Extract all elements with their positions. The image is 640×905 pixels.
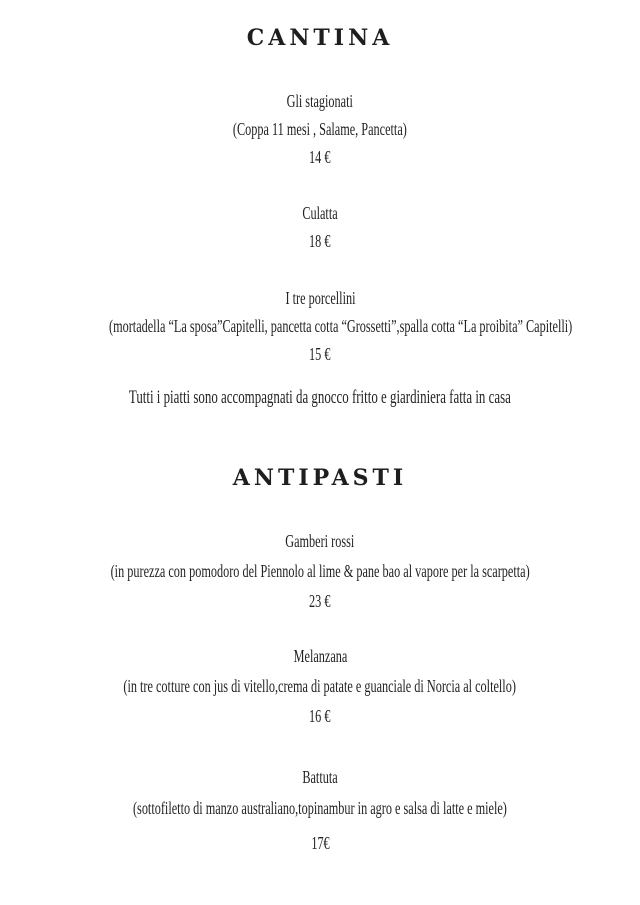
item-name: Gli stagionati <box>286 91 354 111</box>
item-name: I tre porcellini <box>284 288 356 308</box>
item-description: (Coppa 11 mesi , Salame, Pancetta) <box>233 119 407 139</box>
item-description: (in tre cotture con jus di vitello,crema di patate e guanciale di Norcia al coltello) <box>123 676 517 696</box>
item-name: Battuta <box>302 767 338 787</box>
item-price: 18 € <box>309 231 331 251</box>
item-name: Melanzana <box>293 646 347 666</box>
item-price: 15 € <box>309 344 331 364</box>
section-title: ANTIPASTI <box>232 465 408 491</box>
item-description: (in purezza con pomodoro del Piennolo al lime & pane bao al vapore per la scarpetta) <box>110 561 530 581</box>
item-price: 17€ <box>310 833 330 853</box>
item-price: 14 € <box>309 147 331 167</box>
item-price: 23 € <box>309 591 331 611</box>
item-name: Gamberi rossi <box>285 531 355 551</box>
section-note: Tutti i piatti sono accompagnati da gnocco fritto e giardiniera fatta in casa <box>129 387 511 408</box>
item-description: (mortadella “La sposa”Capitelli, pancetta cotta “Grossetti”,spalla cotta “La proibita” Capitelli) <box>108 316 573 336</box>
item-description: (sottofiletto di manzo australiano,topinambur in agro e salsa di latte e miele) <box>133 798 507 818</box>
section-title: CANTINA <box>246 25 394 51</box>
item-name: Culatta <box>302 203 338 223</box>
item-price: 16 € <box>309 706 331 726</box>
